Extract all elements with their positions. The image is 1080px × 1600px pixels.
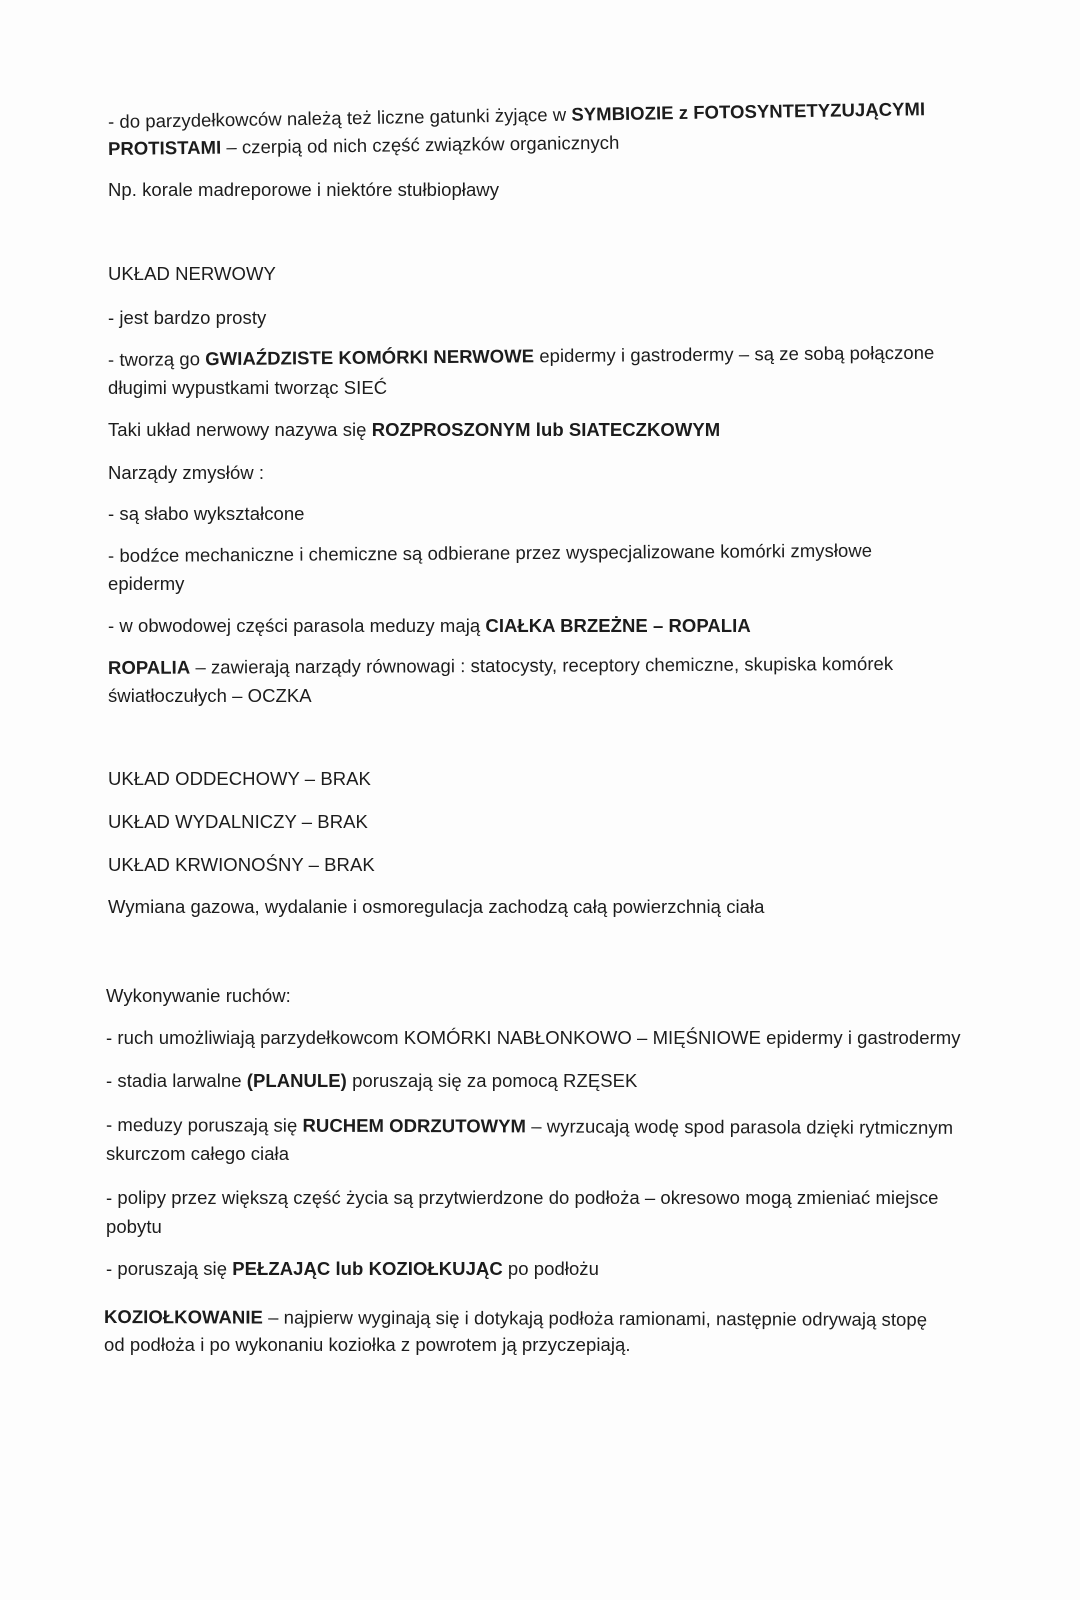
bold-text: KOZIOŁKOWANIE	[103, 1306, 263, 1328]
nervous-point-3	[108, 418, 720, 442]
bold-text: ROPALIA	[107, 656, 191, 678]
text: - tworzą go	[107, 348, 206, 370]
bold-text: CIAŁKA BRZEŻNE – ROPALIA	[485, 615, 751, 636]
circulatory-system: UKŁAD KRWIONOŚNY – BRAK	[108, 854, 375, 875]
movement-point-4-cont: pobytu	[106, 1216, 162, 1237]
systems-summary: Wymiana gazowa, wydalanie i osmoregulacja zachodzą całą powierzchnią ciała	[108, 896, 765, 917]
text: - poruszają się	[106, 1258, 233, 1279]
bold-text: (PLANULE)	[246, 1070, 347, 1091]
nervous-point-1: - jest bardzo prosty	[108, 307, 267, 328]
bold-text: GWIAŹDZISTE KOMÓRKI NERWOWE	[205, 345, 535, 370]
nervous-point-5: - są słabo wykształcone	[108, 503, 305, 524]
movement-point-3-cont: skurczom całego ciała	[106, 1143, 290, 1164]
bold-text: PEŁZAJĄC lub KOZIOŁKUJĄC	[232, 1258, 503, 1279]
movement-point-5	[106, 1257, 599, 1281]
respiratory-system: UKŁAD ODDECHOWY – BRAK	[108, 768, 371, 789]
text: poruszają się za pomocą RZĘSEK	[346, 1070, 638, 1091]
text: po podłożu	[502, 1258, 599, 1279]
text: – wyrzucają wodę spod parasola dzięki rytmicznym	[526, 1115, 954, 1138]
text: Taki układ nerwowy nazywa się	[108, 419, 372, 440]
movement-point-1: - ruch umożliwiają parzydełkowcom KOMÓRKI NABŁONKOWO – MIĘŚNIOWE epidermy i gastrodermy	[106, 1027, 961, 1048]
text: - w obwodowej części parasola meduzy mają	[108, 615, 486, 636]
nervous-point-8	[108, 652, 893, 680]
excretory-system: UKŁAD WYDALNICZY – BRAK	[108, 811, 368, 832]
text: – zawierają narządy równowagi : statocysty, receptory chemiczne, skupiska komórek	[190, 652, 894, 678]
nervous-point-8-cont: światłoczułych – OCZKA	[108, 685, 312, 706]
movement-point-6-cont: od podłoża i po wykonaniu koziołka z powrotem ją przyczepiają.	[104, 1334, 631, 1355]
text: epidermy i gastrodermy – są ze sobą połączone	[533, 341, 935, 367]
movement-point-6	[104, 1305, 927, 1332]
text: – najpierw wyginają się i dotykają podłoża ramionami, następnie odrywają stopę	[262, 1306, 928, 1330]
bold-text: PROTISTAMI	[107, 136, 222, 159]
bold-text: RUCHEM ODRZUTOWYM	[302, 1114, 527, 1137]
section-heading-nervous: UKŁAD NERWOWY	[108, 263, 276, 284]
bold-text: ROZPROSZONYM lub SIATECZKOWYM	[371, 419, 721, 440]
movement-point-4: - polipy przez większą część życia są przytwierdzone do podłoża – okresowo mogą zmieniać miejsce	[106, 1187, 939, 1208]
text: - meduzy poruszają się	[105, 1114, 303, 1136]
bold-text: SYMBIOZIE z FOTOSYNTETYZUJĄCYMI	[571, 98, 926, 125]
movement-point-2	[106, 1069, 637, 1093]
nervous-point-6-cont: epidermy	[108, 573, 185, 594]
nervous-point-7	[108, 614, 751, 638]
nervous-point-6: - bodźce mechaniczne i chemiczne są odbierane przez wyspecjalizowane komórki zmysłowe	[107, 539, 873, 566]
text: – czerpią od nich część związków organicznych	[221, 131, 620, 158]
text: - do parzydełkowców należą też liczne gatunki żyjące w	[107, 103, 572, 132]
text: - stadia larwalne	[106, 1070, 247, 1091]
nervous-point-2-cont: długimi wypustkami tworząc SIEĆ	[108, 377, 388, 398]
intro-example: Np. korale madreporowe i niektóre stułbiopławy	[108, 179, 499, 200]
intro-line-1	[108, 97, 925, 134]
movement-point-3	[106, 1113, 953, 1140]
nervous-point-2	[108, 341, 935, 372]
nervous-point-4: Narządy zmysłów :	[108, 462, 265, 483]
section-heading-movement: Wykonywanie ruchów:	[106, 985, 291, 1006]
intro-line-2	[108, 131, 620, 161]
